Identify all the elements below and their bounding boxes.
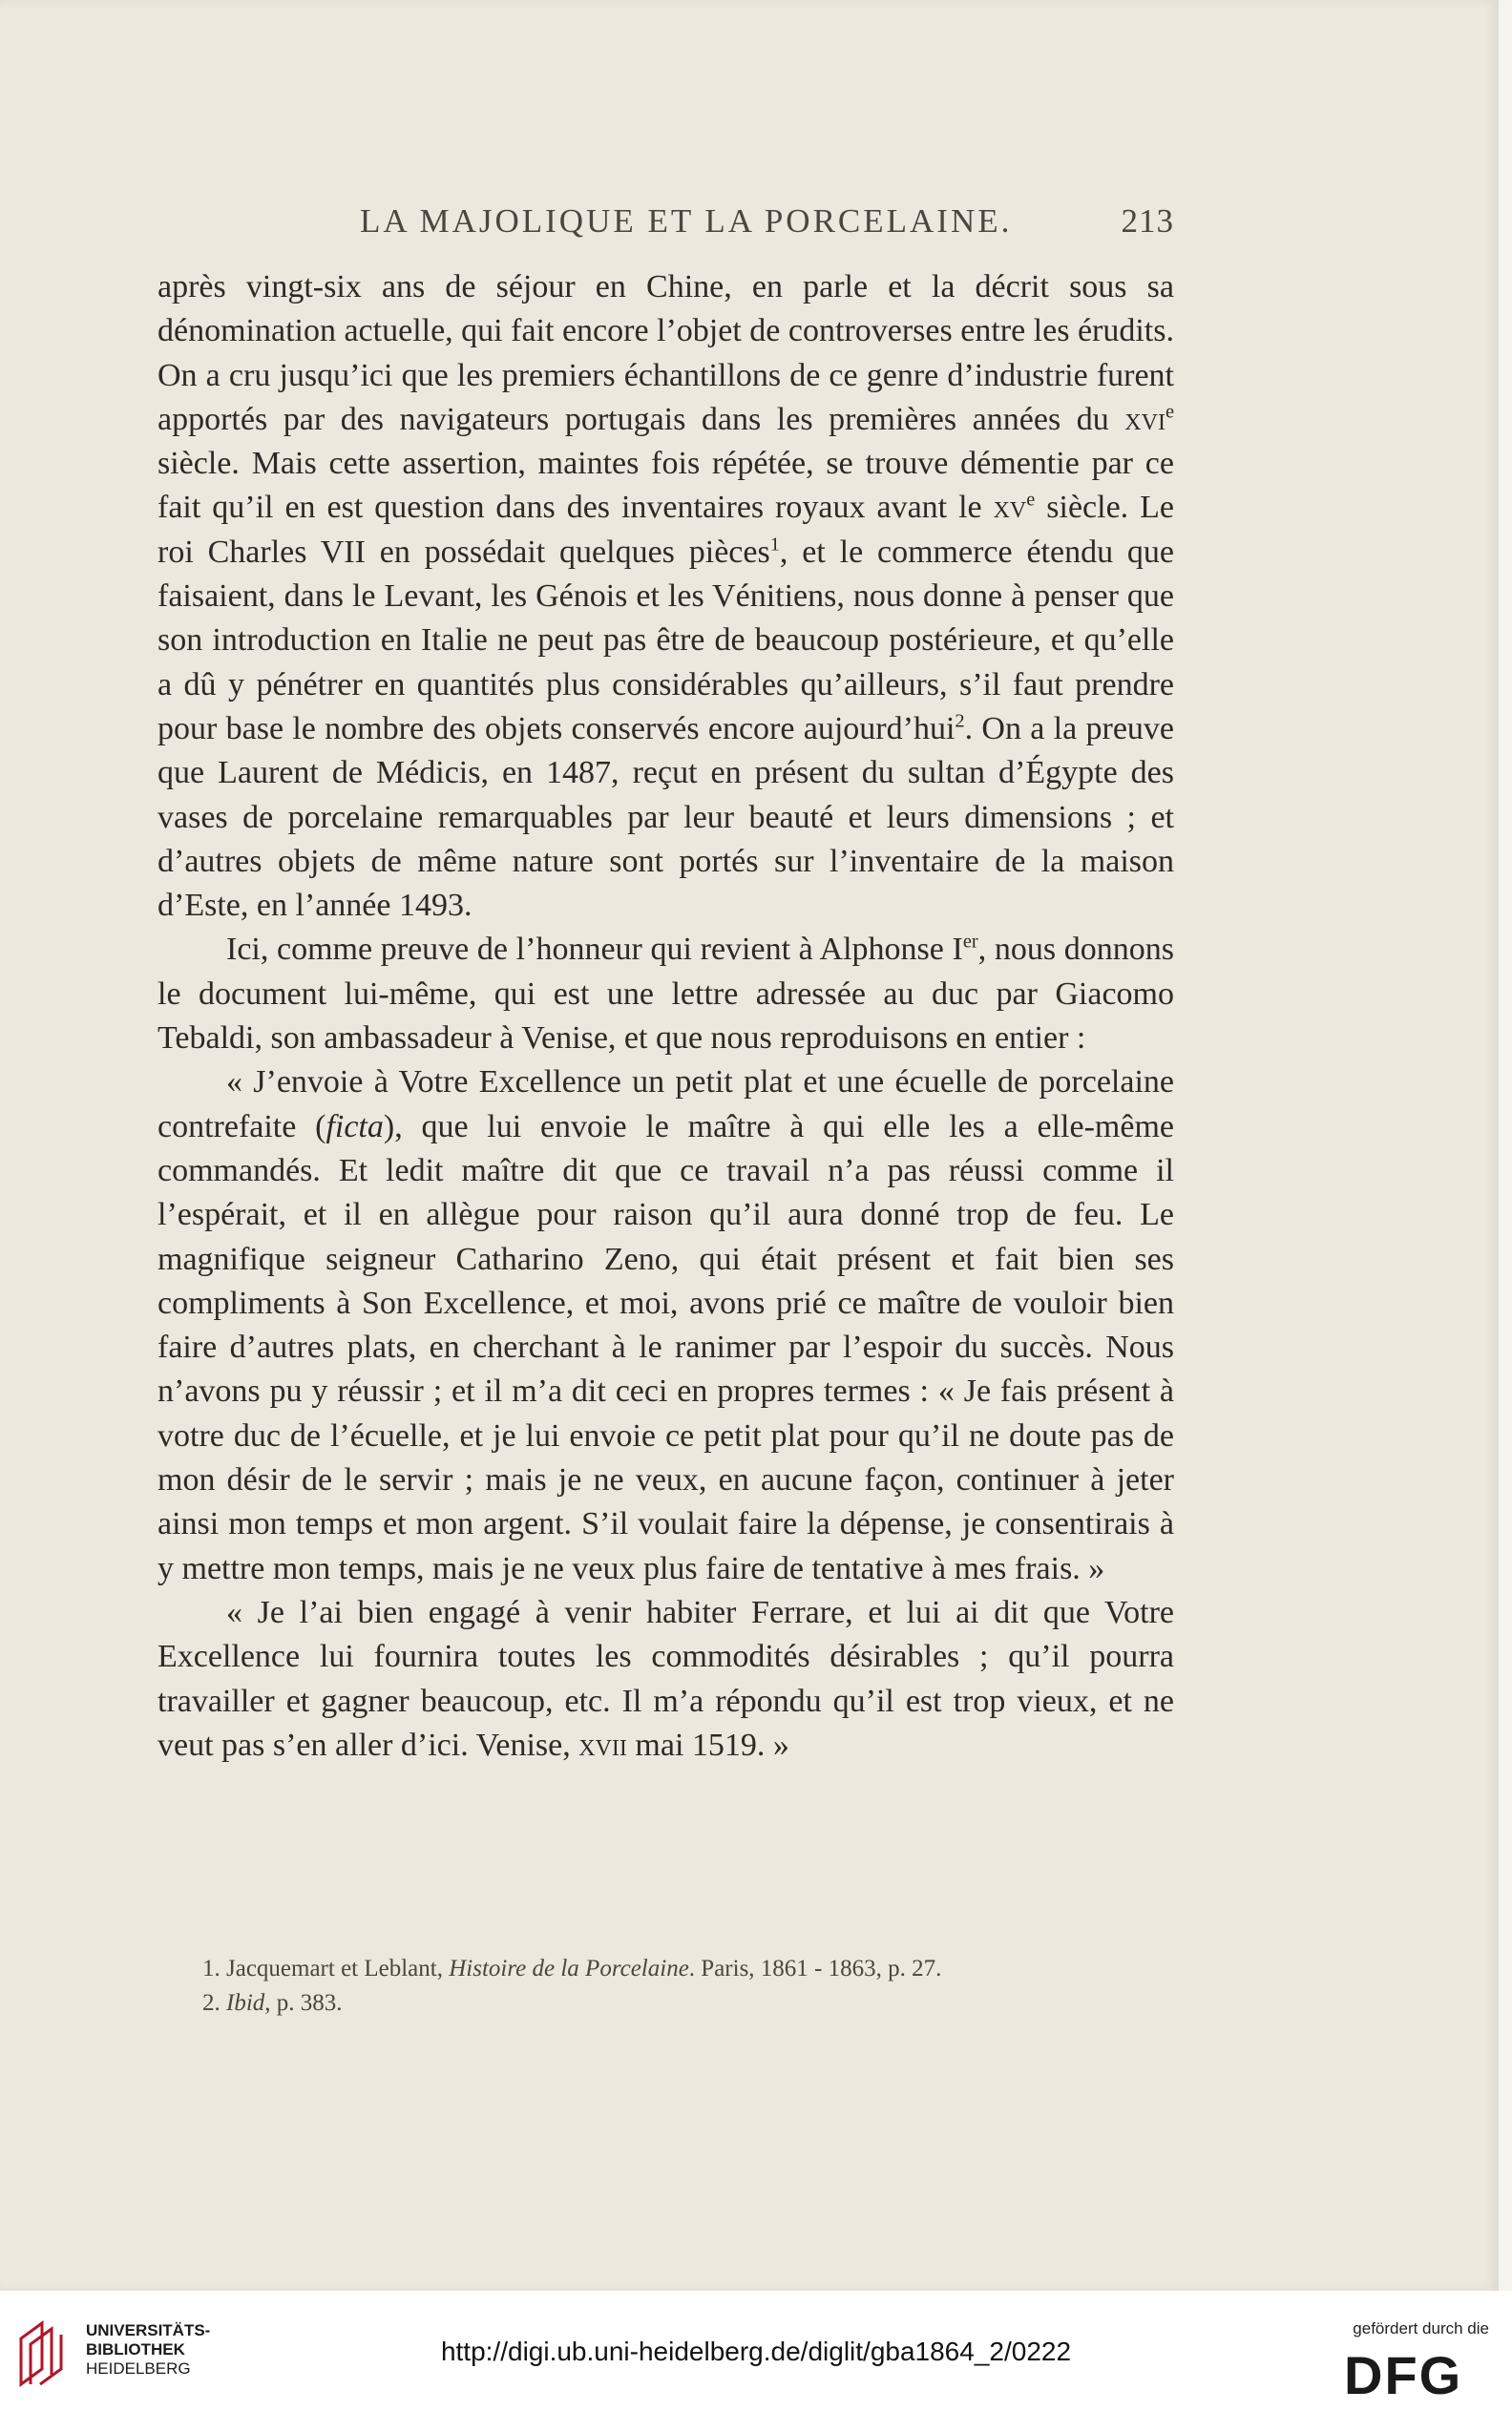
footnotes [158,1952,1174,2021]
paragraph: Ici, comme preuve de l’honneur qui revient à Alphonse Ier, nous donnons le document lui-même, qui est une lettre adressée au duc par Giacomo Tebaldi, son ambassadeur à Venise, et que nous reproduisons en entier : [158,932,1174,1057]
paragraph-quoted-letter: « J’envoie à Votre Excellence un petit plat et une écuelle de porcelaine contrefaite (ficta), que lui envoie le maître à qui elle les a elle-même commandés. Et ledit maître dit que ce travail n’a pas réussi comme il l’espérait, et il en allègue pour raison qu’il aura donné trop de feu. Le magnifique seigneur Catharino Zeno, qui était présent et fait bien ses compliments à Son Excellence, et moi, avons prié ce maître de vouloir bien faire d’autres plats, en cherchant à le ranimer par l’espoir du succès. Nous n’avons pu y réussir ; et il m’a dit ceci en propres termes : « Je fais présent à votre duc de l’écuelle, et je lui envoie ce petit plat pour qu’il ne doute pas de mon désir de le servir ; mais je ne veux, en aucune façon, continuer à jeter ainsi mon temps et mon argent. S’il voulait faire la dépense, je consentirais à y mettre mon temps, mais je ne veux plus faire de tentative à mes frais. » [158,1064,1174,1586]
library-name-line: UNIVERSITÄTS- [86,2321,211,2339]
footnote: 2. Ibid, p. 383. [202,1990,343,2016]
funding-caption: gefördert durch die [1353,2319,1489,2338]
viewer-footer [0,2291,1512,2411]
library-name-line: BIBLIOTHEK [86,2340,185,2359]
dfg-logo-icon[interactable] [1344,2348,1487,2400]
footnote: 1. Jacquemart et Leblant, Histoire de la Porcelaine. Paris, 1861 - 1863, p. 27. [202,1956,942,1981]
page-number: 213 [1121,202,1174,240]
page-edge [1499,0,1512,2291]
dfg-logo-text: DFG [1344,2348,1463,2400]
paragraph: après vingt-six ans de séjour en Chine, en parle et la décrit sous sa dénomination actuelle, qui fait encore l’objet de controverses entre les érudits. On a cru jusqu’ici que les premiers échantillons de ce genre d’industrie furent apportés par des navigateurs portugais dans les premières années du xvi$^e$ siècle. Mais cette assertion, maintes fois répétée, se trouve démentie par ce fait qu’il en est question dans des inventaires royaux avant le $xv^e$ siècle. Le roi Charles VII en possédait quelques pièces$^1$, et le commerce étendu que faisaient, dans le Levant, les Génois et les Vénitiens, nous donne à penser que son introduction en Italie ne peut pas être de beaucoup postérieure, et qu’elle a dû y pénétrer en quantités plus considérables qu’ailleurs, s’il faut prendre pour base le nombre des objets conservés encore aujourd’hui$^2$. On a la preuve que Laurent de Médicis, en 1487, reçut en présent du sultan d’Égypte des vases de porcelaine remarquables par leur beauté et leurs dimensions ; et d’autres objets de même nature sont portés sur l’inventaire de la maison d’Este, en l’année 1493. [158,269,1175,924]
running-title: LA MAJOLIQUE ET LA PORCELAINE. [360,202,1013,240]
paragraph-quoted-letter: « Je l’ai bien engagé à venir habiter Ferrare, et lui ai dit que Votre Excellence lui fournira toutes les commodités désirables ; qu’il pourra travailler et gagner beaucoup, etc. Il m’a répondu qu’il est trop vieux, et ne veut pas s’en aller d’ici. Venise, xvii mai 1519. » [158,1594,1174,1763]
permalink-url[interactable]: http://digi.ub.uni-heidelberg.de/diglit/gba1864_2/0222 [440,2337,1072,2366]
body-text [158,265,1174,1768]
library-name-line: HEIDELBERG [86,2359,191,2378]
